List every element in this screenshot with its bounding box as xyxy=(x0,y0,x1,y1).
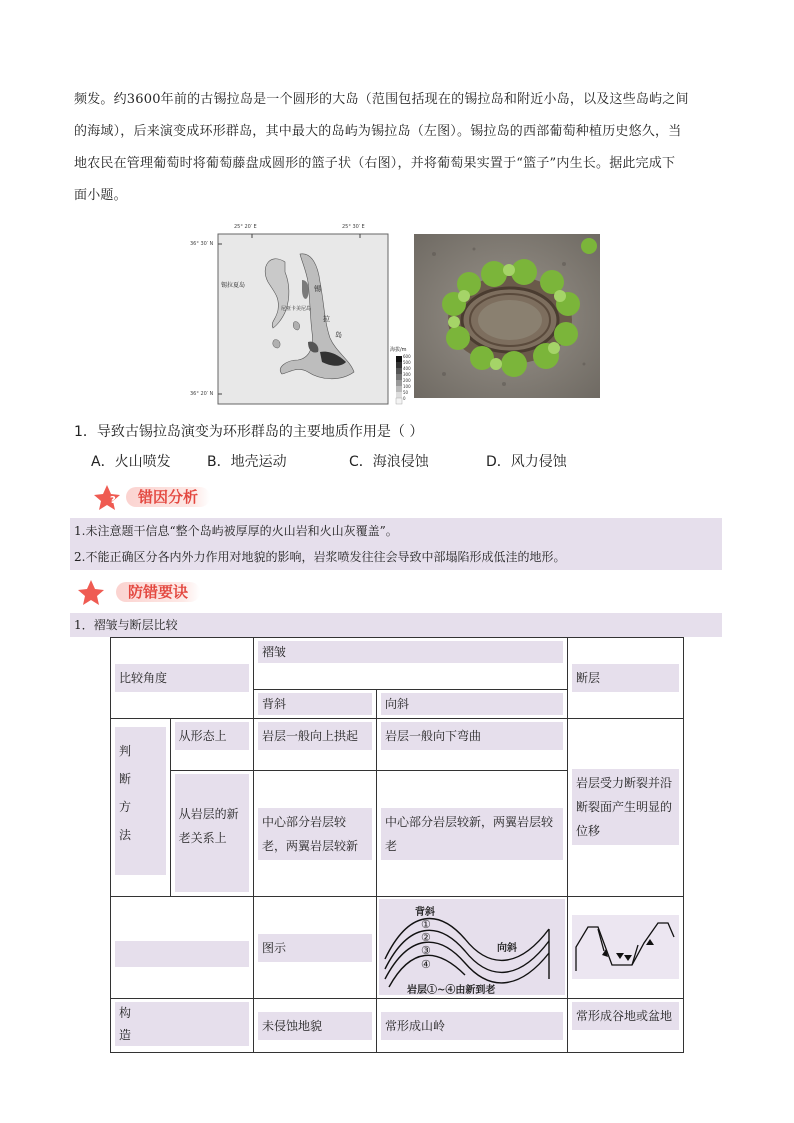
map-lon-left: 25° 20′ E xyxy=(234,224,257,230)
judge-char: 断 xyxy=(119,772,132,786)
question-stem: 1．导致古锡拉岛演变为环形群岛的主要地质作用是（ ） xyxy=(74,424,424,440)
diagram-label-cell: 图示 xyxy=(253,897,376,999)
map-lon-right: 25° 30′ E xyxy=(342,224,365,230)
judge-method-cell xyxy=(111,719,171,897)
star-icon xyxy=(92,483,122,513)
grapevine-basket-photo xyxy=(414,234,600,398)
error-analysis-box xyxy=(70,518,722,570)
map-lat-top: 36° 30′ N xyxy=(190,241,214,247)
header-compare-angle: 比较角度 xyxy=(111,638,254,719)
header-fault: 断层 xyxy=(567,638,683,719)
diag-num-1: ① xyxy=(420,918,431,931)
intro-line-4: 面小题。 xyxy=(74,188,127,203)
by-age-cell: 从岩层的新老关系上 xyxy=(170,771,253,897)
fault-landform-cell: 常形成谷地或盆地 xyxy=(567,999,683,1053)
landform-char: 构 xyxy=(119,1006,132,1020)
legend-value: 0 xyxy=(403,396,406,401)
map-legend-title: 海拔/m xyxy=(390,347,407,353)
intro-line-1: 频发。约3600年前的古锡拉岛是一个圆形的大岛（范围包括现在的锡拉岛和附近小岛，以及这些岛屿之间 xyxy=(74,92,689,107)
diag-syncline-label: 向斜 xyxy=(496,943,517,954)
tips-title: 防错要诀 xyxy=(116,582,200,602)
judge-char: 法 xyxy=(119,828,132,842)
legend-value: 600 xyxy=(403,354,411,359)
tips-subtitle-bar xyxy=(70,613,722,637)
header-syncline: 向斜 xyxy=(376,690,567,719)
diag-anticline-label: 背斜 xyxy=(414,907,435,918)
diag-num-4: ④ xyxy=(420,958,431,971)
error-analysis-heading xyxy=(92,483,292,513)
santorini-map xyxy=(190,222,411,412)
option-a[interactable]: A．火山喷发 xyxy=(91,454,171,470)
landform-char: 造 xyxy=(119,1028,132,1042)
map-label-east-1: 锡 xyxy=(314,285,321,293)
fault-diagram-cell xyxy=(567,897,683,999)
error-analysis-title: 错因分析 xyxy=(126,487,210,507)
svg-text:?: ? xyxy=(110,495,116,506)
fold-fault-table xyxy=(110,637,684,1053)
header-fold: 褶皱 xyxy=(253,638,567,690)
tips-heading xyxy=(76,578,276,608)
legend-value: 50 xyxy=(403,390,409,395)
diag-caption: 岩层①~④由新到老 xyxy=(406,985,496,996)
map-legend-values xyxy=(403,354,411,402)
map-label-center: 尼亚卡美尼岛 xyxy=(281,306,312,312)
fold-diagram-cell xyxy=(376,897,567,999)
legend-value: 300 xyxy=(403,372,411,377)
legend-value: 500 xyxy=(403,360,411,365)
intro-line-3: 地农民在管理葡萄时将葡萄藤盘成圆形的篮子状（右图），并将葡萄果实置于“篮子”内生长。据此完成下 xyxy=(74,156,676,171)
option-d[interactable]: D．风力侵蚀 xyxy=(486,454,567,470)
syncline-age-cell: 中心部分岩层较新，两翼岩层较老 xyxy=(376,771,567,897)
legend-value: 400 xyxy=(403,366,411,371)
anticline-landform-cell: 未侵蚀地貌 xyxy=(253,999,376,1053)
tips-subtitle: 1．褶皱与断层比较 xyxy=(74,618,178,632)
anticline-age-cell: 中心部分岩层较老，两翼岩层较新 xyxy=(253,771,376,897)
map-label-east-3: 岛 xyxy=(335,331,342,339)
error-point-1: 1.未注意题干信息“整个岛屿被厚厚的火山岩和火山灰覆盖”。 xyxy=(74,524,398,538)
header-anticline: 背斜 xyxy=(253,690,376,719)
intro-paragraph xyxy=(74,84,724,212)
anticline-shape-cell: 岩层一般向上拱起 xyxy=(253,719,376,771)
option-b[interactable]: B．地壳运动 xyxy=(207,454,287,470)
diagram-blank-cell xyxy=(111,897,254,999)
judge-char: 方 xyxy=(119,800,132,814)
option-c[interactable]: C．海浪侵蚀 xyxy=(349,454,429,470)
fault-diagram xyxy=(572,915,678,979)
map-label-west: 锡拉夏岛 xyxy=(221,282,246,289)
legend-value: 100 xyxy=(403,384,411,389)
map-lat-bottom: 36° 20′ N xyxy=(190,391,214,397)
diag-num-2: ② xyxy=(420,931,431,944)
syncline-shape-cell: 岩层一般向下弯曲 xyxy=(376,719,567,771)
judge-char: 判 xyxy=(119,744,132,758)
diag-num-3: ③ xyxy=(420,944,431,957)
legend-value: 200 xyxy=(403,378,411,383)
fault-desc-cell: 岩层受力断裂并沿断裂面产生明显的位移 xyxy=(567,719,683,897)
intro-line-2: 的海域），后来演变成环形群岛，其中最大的岛屿为锡拉岛（左图）。锡拉岛的西部葡萄种植历史悠久，当 xyxy=(74,124,682,139)
star-icon xyxy=(76,578,106,608)
map-label-east-2: 拉 xyxy=(323,315,330,323)
error-point-2: 2.不能正确区分各内外力作用对地貌的影响，岩浆喷发往往会导致中部塌陷形成低洼的地形。 xyxy=(74,550,566,564)
by-shape-cell: 从形态上 xyxy=(170,719,253,771)
syncline-landform-cell: 常形成山岭 xyxy=(376,999,567,1053)
landform-label-cell xyxy=(111,999,254,1053)
